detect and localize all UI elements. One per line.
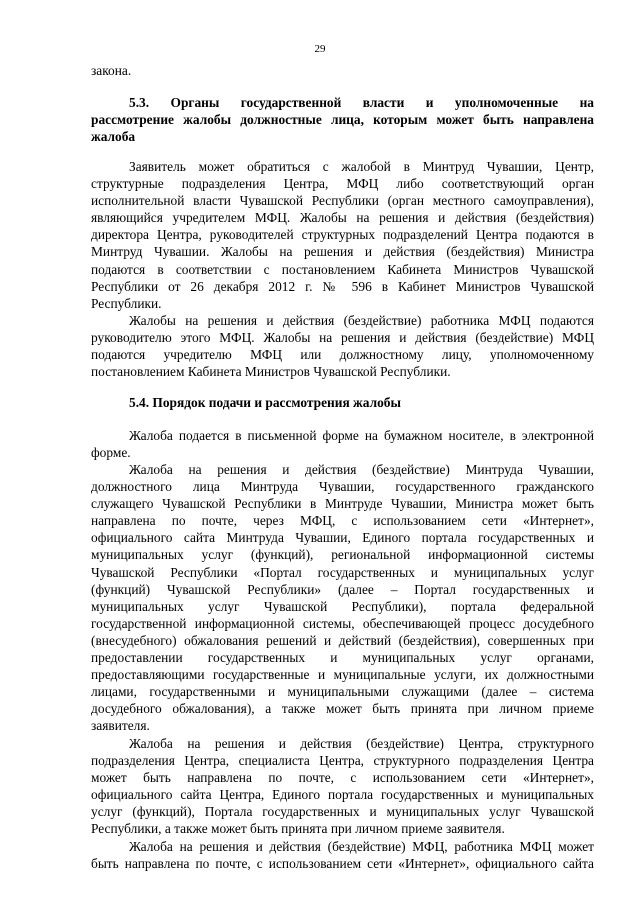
- section-5-3-paragraph-1: [91, 158, 594, 312]
- text-line: форме.: [91, 445, 131, 461]
- text-line: Республики, а также может быть принята при личном приеме заявителя.: [91, 821, 505, 837]
- section-5-4-paragraph-2: [91, 461, 594, 735]
- text-line: лицами, государственными и муниципальными служащими (далее – система: [91, 684, 594, 700]
- text-line: директора Центра, руководителей структурных подразделений Центра подаются в: [91, 227, 594, 243]
- text-line: подаются в соответствии с постановлением Кабинета Министров Чувашской: [91, 261, 594, 277]
- heading-line: рассмотрение жалобы должностные лица, которым может быть направлена: [91, 112, 594, 128]
- text-line: (функций) Чувашской Республики» (далее – Портал государственных и: [91, 581, 594, 597]
- text-line: заявителя.: [91, 718, 150, 734]
- text-line: являющийся учредителем МФЦ. Жалобы на решения и действия (бездействия): [91, 210, 594, 226]
- text-line: Жалоба на решения и действия (бездействие) Центра, структурного: [129, 736, 594, 751]
- text-line: Жалоба подается в письменной форме на бумажном носителе, в электронной: [129, 428, 594, 443]
- page-number: 29: [314, 43, 326, 55]
- text-line: направлена по почте, через МФЦ, с использованием сети «Интернет»,: [91, 513, 594, 529]
- heading-line: 5.4. Порядок подачи и рассмотрения жалобы: [129, 395, 401, 410]
- text-line: структурные подразделения Центра, МФЦ либо соответствующий орган: [91, 176, 594, 192]
- text-line: официального сайта Минтруда Чувашии, Единого портала государственных и: [91, 530, 594, 546]
- heading-line: 5.3. Органы государственной власти и уполномоченные на: [129, 95, 594, 110]
- text-line: постановлением Кабинета Министров Чувашской Республики.: [91, 364, 451, 380]
- text-line: муниципальных услуг Чувашской Республики), портала федеральной: [91, 598, 594, 614]
- section-5-4-paragraph-1: [91, 427, 594, 461]
- text-line: Жалоба на решения и действия (бездействие) МФЦ, работника МФЦ может: [129, 839, 594, 854]
- text-line: предоставляющими государственные и муниципальные услуги, их должностными: [91, 667, 594, 683]
- text-line: Жалобы на решения и действия (бездействие) работника МФЦ подаются: [129, 313, 594, 328]
- text-line: Республики.: [91, 295, 162, 311]
- text-line: исполнительной власти Чувашской Республики (орган местного самоуправления),: [91, 193, 594, 209]
- text-line: Минтруд Чувашии. Жалобы на решения и действия (бездействия) Министра: [91, 244, 594, 260]
- text-line: (внесудебного) обжалования решений и действий (бездействия), совершенных при: [91, 632, 594, 648]
- section-5-3-heading: [91, 94, 594, 145]
- text-line: закона.: [91, 63, 132, 78]
- text-line: руководителю этого МФЦ. Жалобы на решения и действия (бездействие) МФЦ: [91, 330, 594, 346]
- text-line: быть направлена по почте, с использованием сети «Интернет», официального сайта: [91, 856, 594, 872]
- text-line: государственной информационной системы, обеспечивающей процесс досудебного: [91, 615, 594, 631]
- text-line: муниципальных услуг (функций), региональной информационной системы: [91, 547, 594, 563]
- text-line: досудебного обжалования), а также может быть принята при личном приеме: [91, 701, 594, 717]
- text-line: подразделения Центра, специалиста Центра, структурного подразделения Центра: [91, 753, 594, 769]
- section-5-4-paragraph-4: [91, 838, 594, 872]
- section-5-4-paragraph-3: [91, 735, 594, 838]
- text-line: подаются учредителю МФЦ или должностному лицу, уполномоченному: [91, 347, 594, 363]
- text-line: служащего Чувашской Республики в Минтруде Чувашии, Министра может быть: [91, 496, 594, 512]
- section-5-3-paragraph-2: [91, 312, 594, 380]
- text-line: предоставлении государственных и муниципальных услуг органами,: [91, 650, 594, 666]
- text-line: Жалоба на решения и действия (бездействие) Минтруда Чувашии,: [129, 462, 594, 477]
- text-line: Республики от 26 декабря 2012 г. № 596 в Кабинет Министров Чувашской: [91, 278, 594, 294]
- section-5-4-heading: [91, 394, 594, 411]
- text-line: Чувашской Республики «Портал государственных и муниципальных услуг: [91, 564, 594, 580]
- text-line: должностного лица Минтруда Чувашии, государственного гражданского: [91, 479, 594, 495]
- heading-line: жалоба: [91, 129, 136, 145]
- text-line: услуг (функций), Портала государственных и муниципальных услуг Чувашской: [91, 804, 594, 820]
- intro-tail: [91, 62, 594, 79]
- text-line: Заявитель может обратиться с жалобой в Минтруд Чувашии, Центр,: [129, 159, 594, 174]
- text-line: официального сайта Центра, Единого портала государственных и муниципальных: [91, 787, 594, 803]
- text-line: может быть направлена по почте, с использованием сети «Интернет»,: [91, 770, 594, 786]
